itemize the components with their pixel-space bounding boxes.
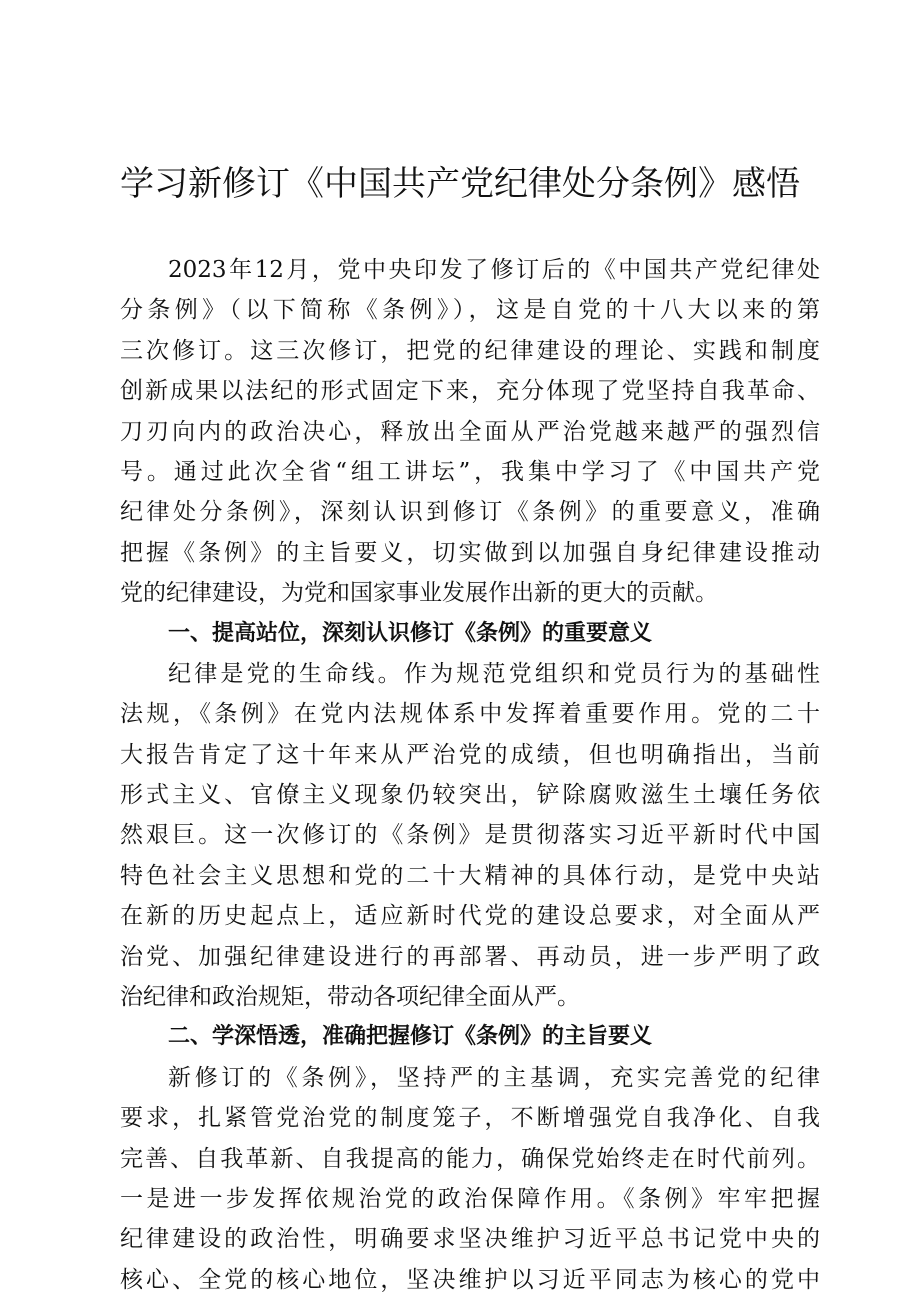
paragraph-line: 大报告肯定了这十年来从严治党的成绩，但也明确指出，当前 <box>120 741 820 768</box>
paragraph-line: 刀刃向内的政治决心，释放出全面从严治党越来越严的强烈信 <box>120 418 820 445</box>
paragraph-line: 把握《条例》的主旨要义，切实做到以加强自身纪律建设推动 <box>120 539 820 566</box>
paragraph-line: 然艰巨。这一次修订的《条例》是贯彻落实习近平新时代中国 <box>120 822 820 849</box>
paragraph-line: 核心、全党的核心地位，坚决维护以习近平同志为核心的党中 <box>120 1266 820 1293</box>
document-body <box>120 250 820 1300</box>
paragraph-line: 一是进一步发挥依规治党的政治保障作用。《条例》牢牢把握 <box>120 1185 820 1212</box>
paragraph-line: 纪律处分条例》，深刻认识到修订《条例》的重要意义，准确 <box>120 499 820 526</box>
paragraph-line: 创新成果以法纪的形式固定下来，充分体现了党坚持自我革命、 <box>120 378 820 405</box>
paragraph-line: 法规，《条例》在党内法规体系中发挥着重要作用。党的二十 <box>120 701 820 728</box>
paragraph-line: 治党、加强纪律建设进行的再部署、再动员，进一步严明了政 <box>120 943 820 970</box>
paragraph-line: 2023年12月，党中央印发了修订后的《中国共产党纪律处 <box>168 257 820 283</box>
paragraph-line: 党的纪律建设，为党和国家事业发展作出新的更大的贡献。 <box>120 580 718 607</box>
document-title: 学习新修订《中国共产党纪律处分条例》感悟 <box>120 164 800 204</box>
paragraph-line: 号。通过此次全省“组工讲坛”，我集中学习了《中国共产党 <box>120 458 820 485</box>
paragraph-line: 特色社会主义思想和党的二十大精神的具体行动，是党中央站 <box>120 862 820 889</box>
paragraph-line: 在新的历史起点上，适应新时代党的建设总要求，对全面从严 <box>120 903 820 930</box>
paragraph-line: 治纪律和政治规矩，带动各项纪律全面从严。 <box>120 984 580 1011</box>
paragraph-line: 新修订的《条例》，坚持严的主基调，充实完善党的纪律 <box>168 1064 820 1091</box>
paragraph-line: 分条例》（以下简称《条例》），这是自党的十八大以来的第 <box>120 297 820 324</box>
paragraph-line: 完善、自我革新、自我提高的能力，确保党始终走在时代前列。 <box>120 1145 820 1172</box>
paragraph-line: 要求，扎紧管党治党的制度笼子，不断增强党自我净化、自我 <box>120 1105 820 1132</box>
paragraph-line: 三次修订。这三次修订，把党的纪律建设的理论、实践和制度 <box>120 337 820 364</box>
section-heading: 一、提高站位，深刻认识修订《条例》的重要意义 <box>168 620 653 646</box>
paragraph-line: 纪律建设的政治性，明确要求坚决维护习近平总书记党中央的 <box>120 1226 820 1253</box>
paragraph-line: 形式主义、官僚主义现象仍较突出，铲除腐败滋生土壤任务依 <box>120 782 820 809</box>
paragraph-line: 纪律是党的生命线。作为规范党组织和党员行为的基础性 <box>168 660 820 687</box>
section-heading: 二、学深悟透，准确把握修订《条例》的主旨要义 <box>168 1024 653 1050</box>
